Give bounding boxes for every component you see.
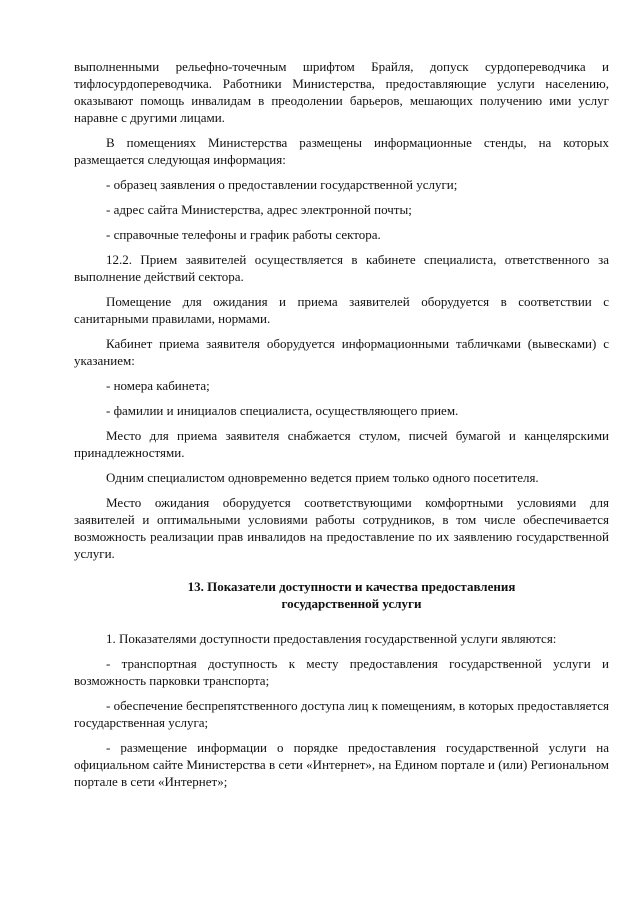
paragraph: Помещение для ожидания и приема заявителей оборудуется в соответствии с санитарными правилами, нормами. bbox=[74, 294, 609, 326]
section-heading bbox=[74, 578, 609, 612]
list-item: - адрес сайта Министерства, адрес электронной почты; bbox=[106, 202, 412, 217]
list-item: - образец заявления о предоставлении государственной услуги; bbox=[106, 177, 458, 192]
paragraph: 12.2. Прием заявителей осуществляется в кабинете специалиста, ответственного за выполнение действий сектора. bbox=[74, 252, 609, 284]
section-heading-line-2: государственной услуги bbox=[281, 596, 422, 611]
paragraph: Кабинет приема заявителя оборудуется информационными табличками (вывесками) с указанием: bbox=[74, 336, 609, 368]
list-item: - обеспечение беспрепятственного доступа лиц к помещениям, в которых предоставляется государственная услуга; bbox=[74, 698, 609, 730]
list-item: - фамилии и инициалов специалиста, осуществляющего прием. bbox=[106, 403, 459, 418]
paragraphs-after bbox=[74, 630, 609, 790]
paragraph: Место для приема заявителя снабжается стулом, писчей бумагой и канцелярскими принадлежностями. bbox=[74, 428, 609, 460]
list-item: - номера кабинета; bbox=[106, 378, 210, 393]
list-item: - транспортная доступность к месту предоставления государственной услуги и возможность парковки транспорта; bbox=[74, 656, 609, 688]
paragraph: В помещениях Министерства размещены информационные стенды, на которых размещается следующая информация: bbox=[74, 135, 609, 167]
paragraph: Место ожидания оборудуется соответствующими комфортными условиями для заявителей и оптимальными условиями работы сотрудников, в том числе обеспечивается возможность реализации прав инвалидов на предоставление по их заявлению государственной услуги. bbox=[74, 495, 609, 561]
paragraph: 1. Показателями доступности предоставления государственной услуги являются: bbox=[106, 631, 557, 646]
list-item: - размещение информации о порядке предоставления государственной услуги на официальном сайте Министерства в сети «Интернет», на Едином портале и (или) Региональном портале в сети «Интернет»; bbox=[74, 740, 609, 789]
paragraph: Одним специалистом одновременно ведется прием только одного посетителя. bbox=[106, 470, 539, 485]
section-heading-line-1: 13. Показатели доступности и качества предоставления bbox=[187, 579, 516, 594]
paragraphs-before bbox=[74, 58, 609, 562]
document-page bbox=[74, 58, 609, 798]
paragraph: выполненными рельефно-точечным шрифтом Брайля, допуск сурдопереводчика и тифлосурдопереводчика. Работники Министерства, предоставляющие услуги населению, оказывают помощь инвалидам в преодолении барьеров, мешающих получению ими услуг наравне с другими лицами. bbox=[74, 59, 609, 125]
list-item: - справочные телефоны и график работы сектора. bbox=[106, 227, 381, 242]
